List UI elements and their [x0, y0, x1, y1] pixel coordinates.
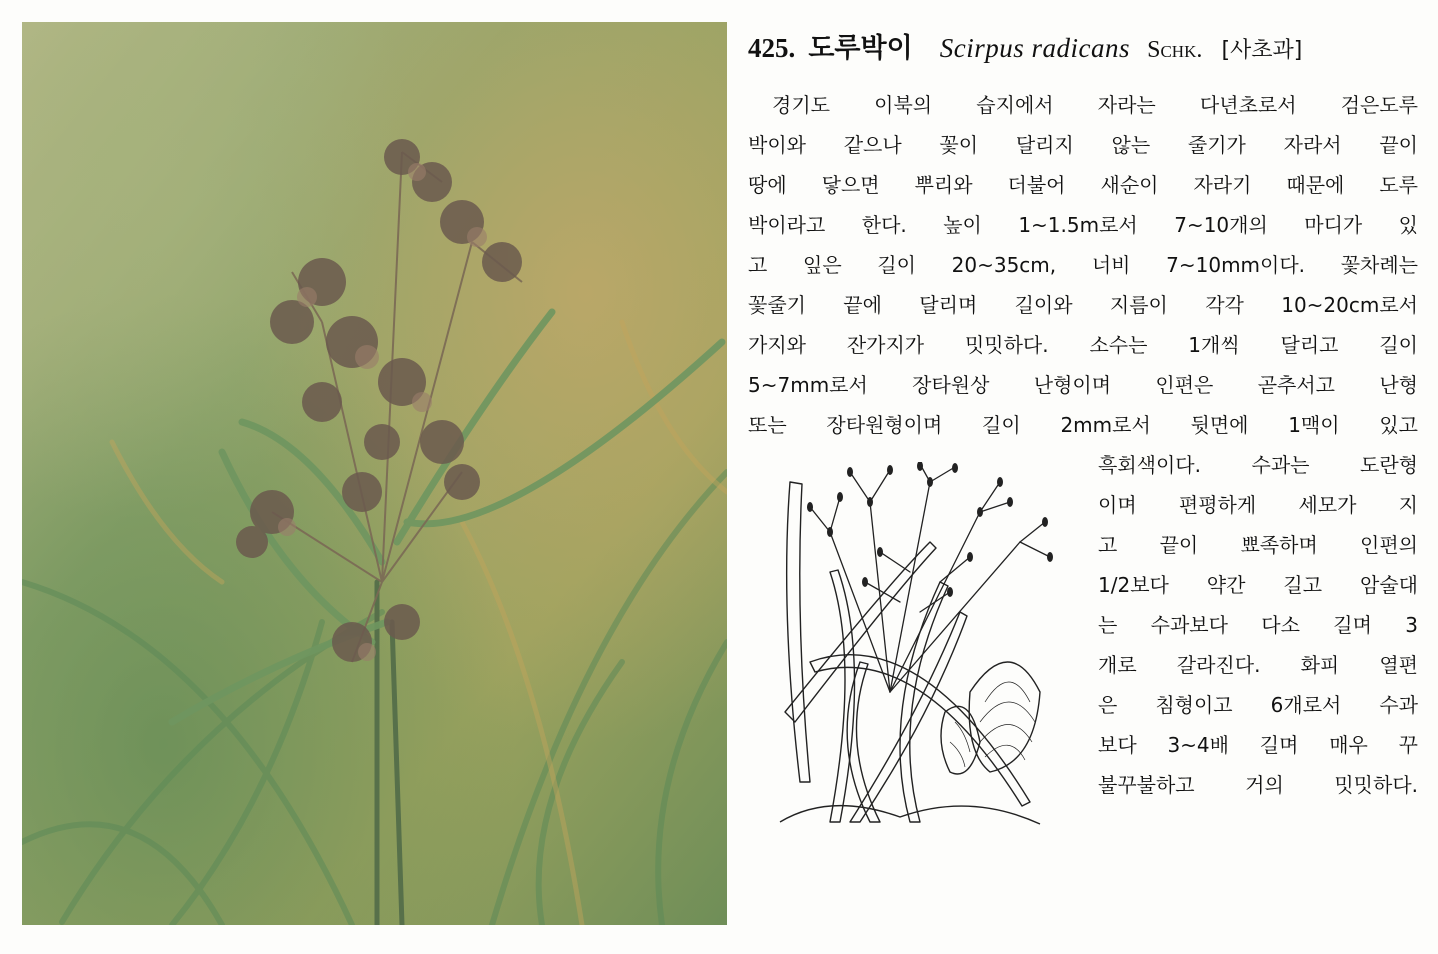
description-line: 는 수과보다 다소 길며 3: [1098, 613, 1418, 637]
botanical-illustration-drawing: [770, 462, 1070, 834]
description-line: 고 잎은 길이 20~35cm, 너비 7~10mm이다. 꽃차례는: [748, 253, 1418, 277]
description-line: 불꾸불하고 거의 밋밋하다.: [1098, 773, 1418, 797]
author-abbreviation: Schk.: [1147, 37, 1203, 63]
description-line: 5~7mm로서 장타원상 난형이며 인편은 곧추서고 난형: [748, 373, 1418, 397]
description-line: 땅에 닿으면 뿌리와 더불어 새순이 자라기 때문에 도루: [748, 173, 1418, 197]
description-line: 1/2보다 약간 길고 암술대: [1098, 573, 1418, 597]
description-line: 보다 3~4배 길며 매우 꾸: [1098, 733, 1418, 757]
description-line: 가지와 잔가지가 밋밋하다. 소수는 1개씩 달리고 길이: [748, 333, 1418, 357]
description-line: 꽃줄기 끝에 달리며 길이와 지름이 각각 10~20cm로서: [748, 293, 1418, 317]
botanical-illustration: [770, 462, 1070, 834]
description-line: 박이와 같으나 꽃이 달리지 않는 줄기가 자라서 끝이: [748, 133, 1418, 157]
description-line: 고 끝이 뾰족하며 인편의: [1098, 533, 1418, 557]
description-line: 흑회색이다. 수과는 도란형: [1098, 453, 1418, 477]
description-line: 경기도 이북의 습지에서 자라는 다년초로서 검은도루: [772, 93, 1418, 117]
description-line: 이며 편평하게 세모가 지: [1098, 493, 1418, 517]
description-line: 은 침형이고 6개로서 수과: [1098, 693, 1418, 717]
description-line: 박이라고 한다. 높이 1~1.5m로서 7~10개의 마디가 있: [748, 213, 1418, 237]
description-line: 또는 장타원형이며 길이 2mm로서 뒷면에 1맥이 있고: [748, 413, 1418, 437]
plant-photo-image: [22, 22, 727, 925]
family-name: [사초과]: [1221, 38, 1303, 63]
entry-number: 425.: [748, 33, 796, 63]
description-line: 개로 갈라진다. 화피 열편: [1098, 653, 1418, 677]
entry-header: [748, 26, 1418, 72]
scientific-name: Scirpus radicans: [939, 33, 1131, 63]
plant-photo: [22, 22, 727, 925]
korean-name: 도루박이: [808, 33, 913, 64]
